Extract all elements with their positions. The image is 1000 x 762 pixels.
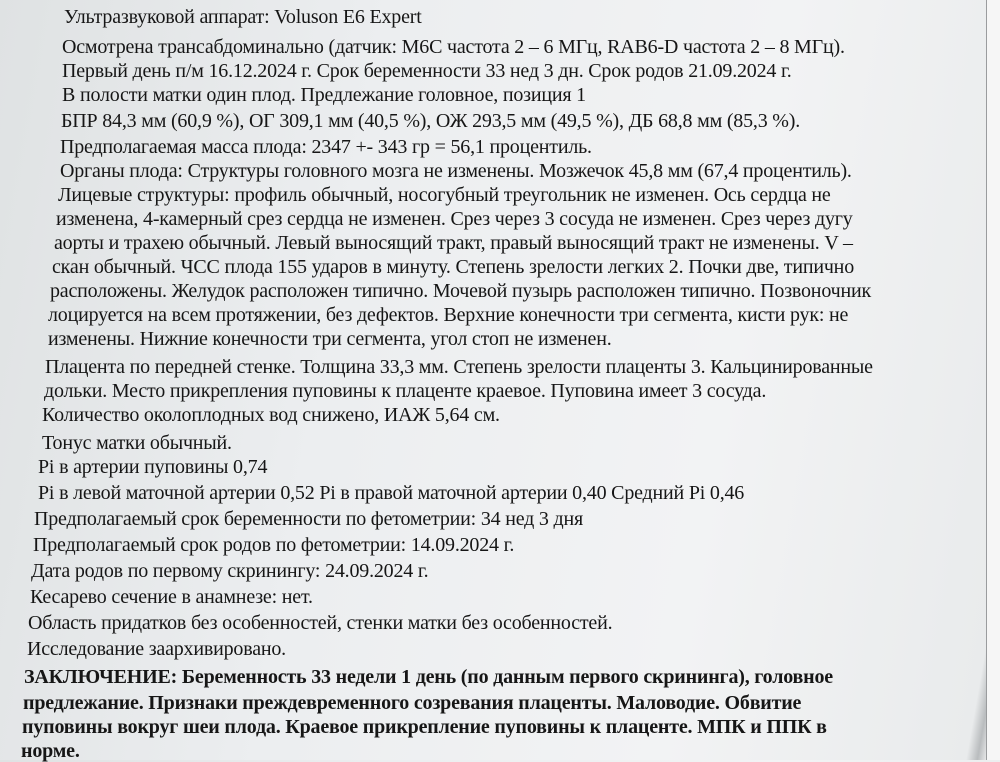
report-line: БПР 84,3 мм (60,9 %), ОГ 309,1 мм (40,5 %), ОЖ 293,5 мм (49,5 %), ДБ 68,8 мм (85,3 %). [61,110,801,132]
report-line: скан обычный. ЧСС плода 155 ударов в минуту. Степень зрелости легких 2. Почки две, типично [52,256,854,278]
report-line: Органы плода: Структуры головного мозга не изменены. Мозжечок 45,8 мм (67,4 процентиль). [60,160,852,182]
report-line: Предполагаемый срок беременности по фетометрии: 34 нед 3 дня [34,508,583,530]
report-line: Ультразвуковой аппарат: Voluson E6 Expert [64,6,422,28]
report-line: Осмотрена трансабдоминально (датчик: M6C частота 2 – 6 МГц, RAB6-D частота 2 – 8 МГц). [62,36,845,58]
report-line: Кесарево сечение в анамнезе: нет. [30,586,313,608]
report-line: изменены. Нижние конечности три сегмента, угол стоп не изменен. [48,328,612,350]
report-line: Первый день п/м 16.12.2024 г. Срок беременности 33 нед 3 дн. Срок родов 21.09.2024 г. [62,60,792,82]
report-line: аорты и трахею обычный. Левый выносящий тракт, правый выносящий тракт не изменены. V – [54,232,853,254]
adjacent-page-edge [986,0,1000,760]
report-line: Количество околоплодных вод снижено, ИАЖ 5,64 см. [42,404,500,426]
report-line: Предполагаемая масса плода: 2347 +- 343 гр = 56,1 процентиль. [60,136,592,158]
conclusion-line: предлежание. Признаки преждевременного созревания плаценты. Маловодие. Обвитие [23,692,802,714]
conclusion-line: ЗАКЛЮЧЕНИЕ: Беременность 33 недели 1 день (по данным первого скрининга), головное [24,666,833,688]
report-line: Область придатков без особенностей, стенки матки без особенностей. [28,612,613,634]
report-line: дольки. Место прикрепления пуповины к плаценте краевое. Пуповина имеет 3 сосуда. [44,380,767,402]
conclusion-line: норме. [21,740,80,762]
report-line: изменена, 4-камерный срез сердца не изменен. Срез через 3 сосуда не изменен. Срез через дугу [56,208,853,230]
report-line: Лицевые структуры: профиль обычный, носогубный треугольник не изменен. Ось сердца не [58,184,831,206]
report-line: Тонус матки обычный. [42,432,232,454]
report-line: Предполагаемый срок родов по фетометрии: 14.09.2024 г. [33,534,515,556]
report-line: Плацента по передней стенке. Толщина 33,3 мм. Степень зрелости плаценты 3. Кальцинированные [45,356,873,378]
report-line: Pi в артерии пуповины 0,74 [38,456,268,478]
report-line: расположены. Желудок расположен типично. Мочевой пузырь расположен типично. Позвоночник [50,280,871,302]
report-line: лоцируется на всем протяжении, без дефектов. Верхние конечности три сегмента, кисти рук: не [48,304,849,326]
report-line: В полости матки один плод. Предлежание головное, позиция 1 [62,84,586,106]
conclusion-line: пуповины вокруг шеи плода. Краевое прикрепление пуповины к плаценте. МПК и ППК в [22,716,827,738]
report-line: Дата родов по первому скринингу: 24.09.2024 г. [31,560,429,582]
report-line: Исследование заархивировано. [27,638,286,660]
conclusion-label: ЗАКЛЮЧЕНИЕ: [24,666,178,688]
report-line: Pi в левой маточной артерии 0,52 Pi в правой маточной артерии 0,40 Средний Pi 0,46 [38,482,745,504]
